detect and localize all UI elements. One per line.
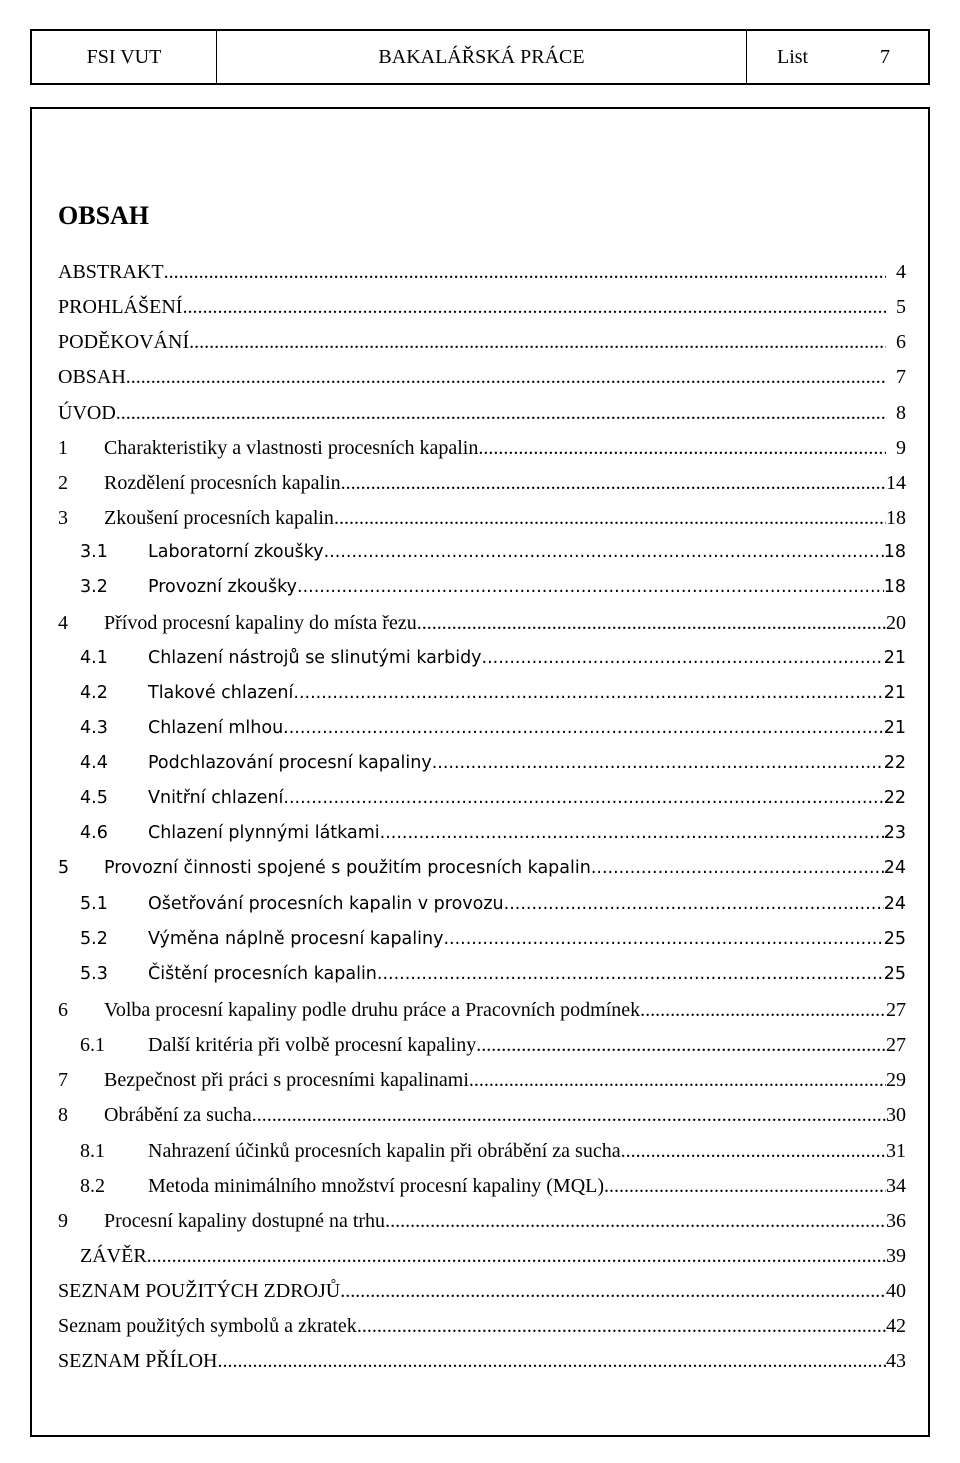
toc-entry[interactable] (58, 788, 906, 823)
toc-entry-page: 40 (886, 1280, 906, 1303)
toc-dot-leader (297, 577, 884, 597)
toc-dot-leader (482, 648, 884, 668)
toc-entry-page: 27 (886, 998, 906, 1021)
sheet-label: List (777, 45, 809, 68)
toc-entry-page: 39 (886, 1244, 906, 1267)
toc-entry-label: Procesní kapaliny dostupné na trhu (104, 1209, 386, 1232)
toc-title: OBSAH (58, 201, 150, 230)
toc-entry-number: 9 (58, 1209, 68, 1232)
toc-entry[interactable] (58, 577, 906, 612)
toc-dot-leader (417, 612, 886, 635)
toc-entry-label: Nahrazení účinků procesních kapalin při obrábění za sucha (148, 1139, 621, 1162)
toc-dot-leader (604, 1175, 886, 1198)
toc-entry[interactable] (58, 894, 906, 929)
toc-dot-leader (147, 1245, 886, 1268)
page-content-frame (30, 107, 930, 1437)
toc-dot-leader (182, 296, 886, 319)
toc-entry[interactable] (58, 612, 906, 647)
toc-entry-page: 5 (896, 296, 906, 319)
toc-dot-leader (476, 1034, 886, 1057)
page-header (30, 29, 930, 85)
toc-dot-leader (640, 999, 886, 1022)
toc-entry[interactable] (58, 1175, 906, 1210)
toc-entry-label: ZÁVĚR (80, 1244, 147, 1267)
toc-entry[interactable] (58, 1210, 906, 1245)
toc-entry-page: 4 (896, 261, 906, 283)
toc-entry-page: 34 (886, 1174, 906, 1197)
toc-entry[interactable] (58, 648, 906, 683)
table-of-contents (58, 261, 906, 1386)
toc-entry-page: 21 (883, 717, 906, 738)
toc-dot-leader (116, 402, 886, 425)
toc-entry-page: 14 (886, 471, 906, 494)
toc-entry-number: 8 (58, 1104, 68, 1127)
toc-dot-leader (252, 1104, 886, 1127)
toc-entry-label: Tlakové chlazení (148, 682, 294, 703)
toc-entry-page: 21 (883, 647, 906, 668)
toc-entry-page: 36 (886, 1209, 906, 1232)
toc-dot-leader (621, 1140, 886, 1163)
toc-entry[interactable] (58, 1069, 906, 1104)
toc-entry-page: 25 (883, 928, 906, 949)
toc-entry-page: 30 (886, 1104, 906, 1127)
toc-entry-label: Provozní zkoušky (148, 577, 298, 598)
toc-entry-number: 4.2 (80, 682, 108, 703)
toc-entry-label: OBSAH (58, 366, 126, 389)
toc-entry-number: 8.1 (80, 1139, 105, 1162)
toc-entry[interactable] (58, 1245, 906, 1280)
toc-entry-number: 5.1 (80, 893, 108, 914)
toc-entry-number: 4.4 (80, 752, 108, 773)
toc-entry-label: Volba procesní kapaliny podle druhu práce a Pracovních podmínek (104, 998, 641, 1021)
toc-entry-label: ÚVOD (58, 401, 116, 424)
toc-entry-label: PROHLÁŠENÍ (58, 296, 183, 319)
toc-entry-label: Zkoušení procesních kapalin (104, 506, 334, 529)
toc-entry-label: Čištění procesních kapalin (148, 963, 377, 984)
toc-entry[interactable] (58, 1104, 906, 1139)
toc-entry-label: Přívod procesní kapaliny do místa řezu (104, 612, 417, 635)
toc-entry-number: 8.2 (80, 1174, 105, 1197)
toc-entry-page: 24 (883, 893, 906, 914)
toc-entry[interactable] (58, 1350, 906, 1385)
toc-dot-leader (591, 858, 884, 878)
toc-entry[interactable] (58, 402, 906, 437)
toc-entry-label: Výměna náplně procesní kapaliny (148, 928, 444, 949)
toc-entry[interactable] (58, 1315, 906, 1350)
toc-dot-leader (432, 753, 884, 773)
toc-entry-label: Rozdělení procesních kapalin (104, 471, 341, 494)
toc-entry-number: 4.6 (80, 823, 108, 844)
toc-dot-leader (443, 929, 883, 949)
toc-dot-leader (380, 823, 884, 843)
toc-entry[interactable] (58, 1034, 906, 1069)
toc-entry-label: SEZNAM PŘÍLOH (58, 1350, 218, 1373)
toc-entry-number: 3.1 (80, 542, 108, 563)
toc-entry-label: Laboratorní zkoušky (148, 542, 324, 563)
toc-entry-label: Vnitřní chlazení (148, 788, 284, 809)
toc-entry-label: ABSTRAKT (58, 261, 164, 283)
toc-entry-label: Chlazení plynnými látkami (148, 823, 380, 844)
toc-entry-number: 3 (58, 506, 68, 529)
toc-entry-page: 18 (886, 506, 906, 529)
toc-entry-number: 4 (58, 612, 68, 635)
toc-entry[interactable] (58, 296, 906, 331)
toc-entry[interactable] (58, 542, 906, 577)
toc-entry[interactable] (58, 331, 906, 366)
toc-entry-number: 5.3 (80, 963, 108, 984)
toc-dot-leader (283, 788, 883, 808)
toc-entry-number: 4.3 (80, 717, 108, 738)
toc-entry-number: 3.2 (80, 577, 108, 598)
toc-entry-label: Chlazení nástrojů se slinutými karbidy (148, 647, 482, 668)
sheet-number-cell (747, 31, 928, 83)
toc-entry-number: 6 (58, 998, 68, 1021)
toc-entry-page: 6 (896, 331, 906, 354)
toc-entry[interactable] (58, 683, 906, 718)
toc-dot-leader (293, 683, 883, 703)
toc-entry-label: Metoda minimálního množství procesní kapaliny (MQL) (148, 1174, 605, 1197)
toc-dot-leader (340, 1280, 886, 1303)
toc-entry-number: 4.5 (80, 788, 108, 809)
toc-entry-label: Chlazení mlhou (148, 717, 284, 738)
toc-entry[interactable] (58, 753, 906, 788)
toc-entry-label: Seznam použitých symbolů a zkratek (58, 1315, 357, 1338)
toc-entry-page: 29 (886, 1069, 906, 1092)
toc-entry-number: 7 (58, 1069, 68, 1092)
toc-dot-leader (164, 261, 886, 284)
toc-entry-label: PODĚKOVÁNÍ (58, 331, 190, 354)
toc-entry-page: 21 (883, 682, 906, 703)
toc-entry-label: Bezpečnost při práci s procesními kapalinami (104, 1069, 469, 1092)
toc-entry-label: Podchlazování procesní kapaliny (148, 752, 432, 773)
toc-entry-label: Obrábění za sucha (104, 1104, 252, 1127)
toc-entry[interactable] (58, 366, 906, 401)
sheet-number: 7 (880, 45, 890, 68)
toc-entry-page: 22 (883, 752, 906, 773)
toc-entry-label: Další kritéria při volbě procesní kapaliny (148, 1034, 477, 1057)
toc-entry-page: 18 (883, 542, 906, 563)
toc-entry-page: 24 (883, 858, 906, 879)
toc-dot-leader (385, 1210, 886, 1233)
toc-entry[interactable] (58, 507, 906, 542)
toc-entry-page: 42 (886, 1315, 906, 1338)
toc-dot-leader (334, 507, 886, 530)
toc-dot-leader (357, 1315, 886, 1338)
toc-entry-number: 5 (58, 858, 70, 879)
toc-entry-page: 27 (886, 1034, 906, 1057)
toc-dot-leader (126, 366, 886, 389)
document-type: BAKALÁŘSKÁ PRÁCE (217, 31, 747, 83)
toc-entry[interactable] (58, 261, 906, 296)
toc-dot-leader (377, 964, 884, 984)
toc-entry-page: 8 (896, 401, 906, 424)
toc-entry-page: 22 (883, 788, 906, 809)
toc-dot-leader (469, 1069, 886, 1092)
toc-entry-label: SEZNAM POUŽITÝCH ZDROJŮ (58, 1280, 341, 1303)
toc-entry[interactable] (58, 999, 906, 1034)
toc-entry[interactable] (58, 858, 906, 893)
toc-entry-number: 6.1 (80, 1034, 105, 1057)
toc-entry-label: Provozní činnosti spojené s použitím procesních kapalin (104, 858, 591, 879)
toc-entry-number: 2 (58, 471, 68, 494)
toc-dot-leader (217, 1350, 886, 1373)
toc-entry[interactable] (58, 437, 906, 472)
toc-dot-leader (341, 472, 886, 495)
toc-entry-page: 23 (883, 823, 906, 844)
toc-entry[interactable] (58, 823, 906, 858)
toc-entry-number: 5.2 (80, 928, 108, 949)
toc-entry-page: 25 (883, 963, 906, 984)
toc-entry-page: 18 (883, 577, 906, 598)
toc-entry[interactable] (58, 1140, 906, 1175)
toc-entry-number: 1 (58, 436, 68, 459)
toc-entry-page: 31 (886, 1139, 906, 1162)
toc-entry[interactable] (58, 964, 906, 999)
toc-entry-page: 9 (896, 436, 906, 459)
toc-dot-leader (189, 331, 886, 354)
toc-dot-leader (504, 894, 884, 914)
toc-dot-leader (324, 542, 884, 562)
toc-entry[interactable] (58, 929, 906, 964)
toc-entry-page: 20 (886, 612, 906, 635)
toc-entry-number: 4.1 (80, 647, 108, 668)
toc-entry[interactable] (58, 1280, 906, 1315)
toc-entry-label: Ošetřování procesních kapalin v provozu (148, 893, 504, 914)
toc-dot-leader (478, 437, 886, 460)
school-name: FSI VUT (32, 31, 217, 83)
toc-entry[interactable] (58, 718, 906, 753)
toc-entry-page: 43 (886, 1350, 906, 1373)
toc-entry-page: 7 (896, 366, 906, 389)
toc-entry[interactable] (58, 472, 906, 507)
toc-dot-leader (283, 718, 884, 738)
toc-entry-label: Charakteristiky a vlastnosti procesních kapalin (104, 436, 479, 459)
